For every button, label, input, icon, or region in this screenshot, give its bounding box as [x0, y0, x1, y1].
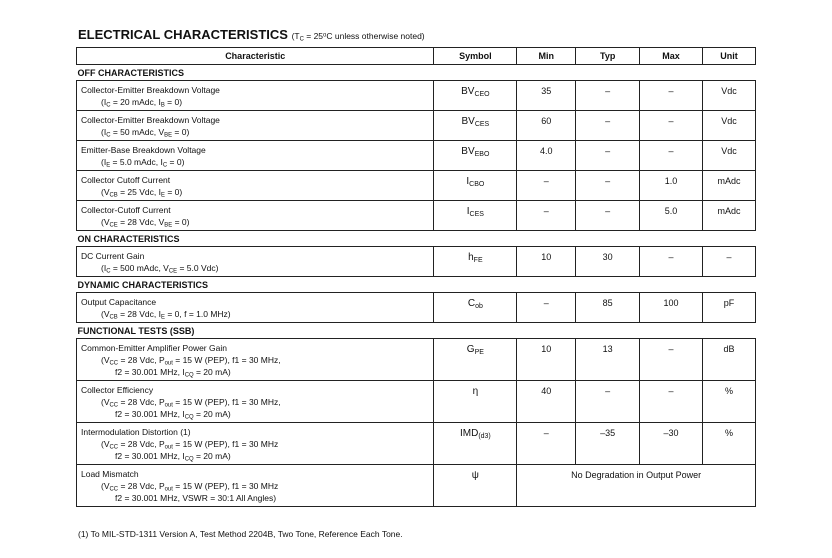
- section-on: [77, 231, 756, 247]
- char-cell: [77, 171, 434, 201]
- load-mismatch-result: No Degradation in Output Power: [517, 465, 756, 507]
- test-condition: ($V_{CC} = 28$ Vdc, $P_{out} = 15$ W (PEP), f1 = 30 MHz: [101, 439, 279, 451]
- table-row: [77, 81, 756, 111]
- unit-cell: mAdc: [703, 171, 756, 201]
- header-unit: Unit: [703, 48, 756, 65]
- symbol-cell: $C_{ob}$: [434, 293, 517, 323]
- char-cell: [77, 81, 434, 111]
- typ-cell: –: [576, 141, 640, 171]
- symbol-cell: $G_{PE}$: [434, 339, 517, 381]
- min-cell: –: [517, 201, 576, 231]
- title-cond-mid: = 25: [303, 31, 324, 41]
- table-row: [77, 423, 756, 465]
- char-name: Collector Cutoff Current: [81, 175, 171, 185]
- max-cell: –: [640, 381, 703, 423]
- typ-cell: –: [576, 201, 640, 231]
- max-cell: –: [640, 247, 703, 277]
- char-name: Collector Efficiency: [81, 385, 154, 395]
- test-condition-cont: f2 = 30.001 MHz, VSWR = 30:1 All Angles): [115, 493, 277, 503]
- table-row: [77, 381, 756, 423]
- table-row: [77, 339, 756, 381]
- char-name: Output Capacitance: [81, 297, 157, 307]
- char-cell: [77, 247, 434, 277]
- max-cell: 100: [640, 293, 703, 323]
- symbol-cell: $IMD_{(d3)}$: [434, 423, 517, 465]
- test-condition: ($V_{CC} = 28$ Vdc, $P_{out} = 15$ W (PEP), f1 = 30 MHz,: [101, 397, 281, 409]
- table-row: [77, 465, 756, 507]
- unit-cell: Vdc: [703, 81, 756, 111]
- section-off-label: OFF CHARACTERISTICS: [77, 65, 756, 81]
- char-name: Collector-Emitter Breakdown Voltage: [81, 85, 220, 95]
- test-condition: ($I_C = 50$ mAdc, $V_{BE} = 0$): [101, 127, 190, 139]
- test-condition-cont: f2 = 30.001 MHz, $I_{CQ} = 20$ mA): [115, 451, 231, 463]
- test-condition: ($I_C = 20$ mAdc, $I_B = 0$): [101, 97, 183, 109]
- max-cell: 1.0: [640, 171, 703, 201]
- table-title: [78, 27, 425, 42]
- footnote: (1) To MIL-STD-1311 Version A, Test Method 2204B, Two Tone, Reference Each Tone.: [78, 529, 403, 539]
- title-cond-prefix: (T: [291, 31, 300, 41]
- symbol-cell: $BV_{CEO}$: [434, 81, 517, 111]
- max-cell: 5.0: [640, 201, 703, 231]
- char-name: Intermodulation Distortion (1): [81, 427, 191, 437]
- unit-cell: –: [703, 247, 756, 277]
- unit-cell: mAdc: [703, 201, 756, 231]
- char-cell: [77, 339, 434, 381]
- unit-cell: pF: [703, 293, 756, 323]
- char-name: DC Current Gain: [81, 251, 145, 261]
- test-condition: ($V_{CB} = 25$ Vdc, $I_E = 0$): [101, 187, 183, 199]
- table-row: [77, 247, 756, 277]
- char-name: Emitter-Base Breakdown Voltage: [81, 145, 206, 155]
- table-row: [77, 141, 756, 171]
- symbol-cell: $h_{FE}$: [434, 247, 517, 277]
- symbol-cell: $I_{CES}$: [434, 201, 517, 231]
- test-condition: ($V_{CB} = 28$ Vdc, $I_E = 0$, f = 1.0 MHz): [101, 309, 231, 321]
- min-cell: –: [517, 171, 576, 201]
- title-cond-suffix: C unless otherwise noted): [326, 31, 425, 41]
- char-cell: [77, 293, 434, 323]
- symbol-cell: $BV_{CES}$: [434, 111, 517, 141]
- title-main: ELECTRICAL CHARACTERISTICS: [78, 27, 288, 42]
- typ-cell: 85: [576, 293, 640, 323]
- char-cell: [77, 381, 434, 423]
- char-cell: [77, 141, 434, 171]
- title-cond-sub: C: [299, 36, 304, 43]
- table-row: [77, 201, 756, 231]
- char-cell: [77, 465, 434, 507]
- section-on-label: ON CHARACTERISTICS: [77, 231, 756, 247]
- max-cell: –: [640, 339, 703, 381]
- symbol-cell: $BV_{EBO}$: [434, 141, 517, 171]
- char-name: Collector-Cutoff Current: [81, 205, 171, 215]
- typ-cell: 30: [576, 247, 640, 277]
- max-cell: –: [640, 111, 703, 141]
- unit-cell: dB: [703, 339, 756, 381]
- test-condition: ($I_E = 5.0$ mAdc, $I_C = 0$): [101, 157, 185, 169]
- symbol-cell: ψ: [434, 465, 517, 507]
- min-cell: 4.0: [517, 141, 576, 171]
- symbol-cell: $I_{CBO}$: [434, 171, 517, 201]
- unit-cell: Vdc: [703, 111, 756, 141]
- min-cell: –: [517, 293, 576, 323]
- electrical-characteristics-table: [76, 47, 756, 507]
- max-cell: –30: [640, 423, 703, 465]
- table-header-row: [77, 48, 756, 65]
- char-name: Collector-Emitter Breakdown Voltage: [81, 115, 220, 125]
- header-characteristic: Characteristic: [77, 48, 434, 65]
- test-condition: ($V_{CC} = 28$ Vdc, $P_{out} = 15$ W (PEP), f1 = 30 MHz,: [101, 355, 281, 367]
- section-dynamic: [77, 277, 756, 293]
- min-cell: 60: [517, 111, 576, 141]
- min-cell: 40: [517, 381, 576, 423]
- typ-cell: –: [576, 111, 640, 141]
- section-dynamic-label: DYNAMIC CHARACTERISTICS: [77, 277, 756, 293]
- min-cell: –: [517, 423, 576, 465]
- test-condition: ($V_{CC} = 28$ Vdc, $P_{out} = 15$ W (PEP), f1 = 30 MHz: [101, 481, 279, 493]
- section-off: [77, 65, 756, 81]
- symbol-cell: η: [434, 381, 517, 423]
- section-functional: [77, 323, 756, 339]
- max-cell: –: [640, 141, 703, 171]
- title-condition: [292, 31, 425, 41]
- title-cond-sup: o: [323, 32, 327, 39]
- section-functional-label: FUNCTIONAL TESTS (SSB): [77, 323, 756, 339]
- typ-cell: –: [576, 381, 640, 423]
- test-condition: ($I_C = 500$ mAdc, $V_{CE} = 5.0$ Vdc): [101, 263, 219, 275]
- table-row: [77, 293, 756, 323]
- min-cell: 10: [517, 339, 576, 381]
- test-condition-cont: f2 = 30.001 MHz, $I_{CQ} = 20$ mA): [115, 409, 231, 421]
- typ-cell: 13: [576, 339, 640, 381]
- unit-cell: %: [703, 381, 756, 423]
- header-max: Max: [640, 48, 703, 65]
- unit-cell: Vdc: [703, 141, 756, 171]
- typ-cell: –: [576, 171, 640, 201]
- char-cell: [77, 423, 434, 465]
- min-cell: 35: [517, 81, 576, 111]
- char-name: Common-Emitter Amplifier Power Gain: [81, 343, 227, 353]
- header-symbol: Symbol: [434, 48, 517, 65]
- typ-cell: –35: [576, 423, 640, 465]
- test-condition-cont: f2 = 30.001 MHz, $I_{CQ} = 20$ mA): [115, 367, 231, 379]
- char-name: Load Mismatch: [81, 469, 139, 479]
- header-typ: Typ: [576, 48, 640, 65]
- max-cell: –: [640, 81, 703, 111]
- min-cell: 10: [517, 247, 576, 277]
- char-cell: [77, 201, 434, 231]
- char-cell: [77, 111, 434, 141]
- table-row: [77, 171, 756, 201]
- unit-cell: %: [703, 423, 756, 465]
- test-condition: ($V_{CE} = 28$ Vdc, $V_{BE} = 0$): [101, 217, 190, 229]
- typ-cell: –: [576, 81, 640, 111]
- table-row: [77, 111, 756, 141]
- header-min: Min: [517, 48, 576, 65]
